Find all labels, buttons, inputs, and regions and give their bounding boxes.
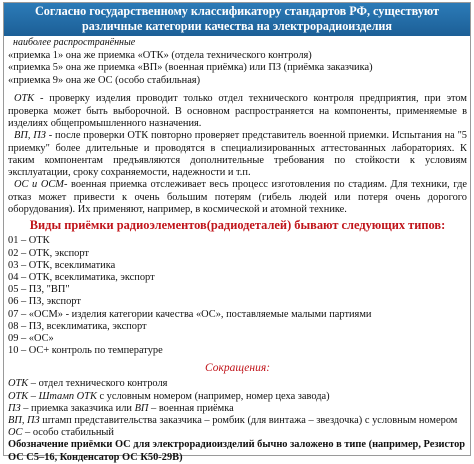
abbr-text: с условным номером (например, номер цеха завода)	[96, 390, 330, 402]
abbr-term: ВП, ПЗ	[8, 414, 40, 426]
list-item: 06 – ПЗ, экспорт	[8, 296, 81, 308]
paragraph-term: ОТК	[14, 93, 35, 105]
abbr-item	[8, 391, 467, 403]
paragraph-vp	[8, 130, 467, 179]
abbr-text: – отдел технического контроля	[28, 378, 168, 390]
abbreviations-list	[8, 378, 467, 463]
abbr-item	[8, 427, 467, 439]
list-item: 07 – «ОСМ» - изделия категории качества «ОС», поставляемые малыми партиями	[8, 308, 372, 320]
list-item: 10 – ОС+ контроль по температуре	[8, 345, 163, 357]
list-item: 04 – ОТК, всеклиматика, экспорт	[8, 271, 155, 283]
abbr-text: – военная приёмка	[148, 402, 234, 414]
abbr-term: ОТК – Штамп ОТК	[8, 390, 97, 402]
abbr-term: ОТК	[8, 378, 29, 390]
paragraph-text: - после проверки ОТК повторно проверяет представитель военной приемки. Испытания на "5 приемку" более длительные и проводятся в специализированных аттестованных лабораториях. К таким компонентам предъявляются дополнительные требования по стойкости к условиям эксплуатации, сроку сохраняемости, надежности и т.п.	[8, 130, 468, 179]
paragraph-text: - проверку изделия проводит только отдел технического контроля предприятия, при этом проверка может быть выборочной. В основном распространяется на компоненты, применяемые в изделиях общепромышленного назначения.	[8, 93, 467, 129]
footer-note: Обозначение приёмки ОС для электрорадиоизделий бычно заложено в типе (например, Резистор ОС С5–16, Конденсатор ОС К50-29В)	[8, 439, 466, 463]
list-item: 09 – «ОС»	[8, 332, 54, 344]
common-item: «приемка 1» она же приемка «ОТК» (отдела технического контроля)	[8, 49, 312, 61]
paragraph-text: - военная приемка отслеживает весь процесс изготовления по стадиям. Для техники, где отказ может привести к очень большим потерям (гибель людей или потеря очень дорогого оборудования). Их применяют, например, в космической и атомной технике.	[8, 179, 467, 216]
abbr-item	[8, 403, 467, 415]
types-list	[8, 235, 467, 357]
common-item: «приемка 5» она же приемка «ВП» (военная приёмка) или ПЗ (приёмка заказчика)	[8, 62, 373, 74]
paragraph-term: ОС и ОСМ	[14, 179, 64, 191]
list-item: 01 – ОТК	[8, 235, 50, 247]
paragraph-term: ВП, ПЗ	[14, 130, 46, 142]
abbr-item	[8, 378, 467, 390]
common-item: «приемка 9» она же ОС (особо стабильная)	[8, 74, 201, 86]
abbreviations-heading: Сокращения:	[204, 362, 271, 375]
list-item: 02 – ОТК, экспорт	[8, 247, 89, 259]
types-heading: Виды приёмки радиоэлементов(радиодеталей) бывают следующих типов:	[29, 218, 446, 233]
abbr-term: ПЗ	[8, 402, 21, 414]
page-title: Согласно государственному классификатору стандартов РФ, существуют различные категории качества на электрорадиоизделия	[4, 3, 470, 36]
list-item: 08 – ПЗ, всеклиматика, экспорт	[8, 320, 147, 332]
abbr-text: – приемка заказчика или	[20, 402, 135, 414]
abbr-term: ОС	[8, 427, 23, 439]
paragraph-os	[8, 179, 467, 216]
list-item: 03 – ОТК, всеклиматика	[8, 259, 116, 271]
abbr-term: ВП	[134, 402, 149, 414]
document-body	[4, 36, 470, 464]
abbr-text: штамп представительства заказчика – ромбик (для винтажа – звездочка) с условным номером	[39, 414, 458, 426]
document-card	[3, 2, 471, 463]
abbr-item	[8, 415, 467, 427]
list-item: 05 – ПЗ, "ВП"	[8, 284, 70, 296]
abbr-text: – особо стабильный	[22, 427, 114, 439]
paragraph-otk	[8, 93, 467, 130]
common-label: наиболее распространённые	[13, 37, 136, 48]
